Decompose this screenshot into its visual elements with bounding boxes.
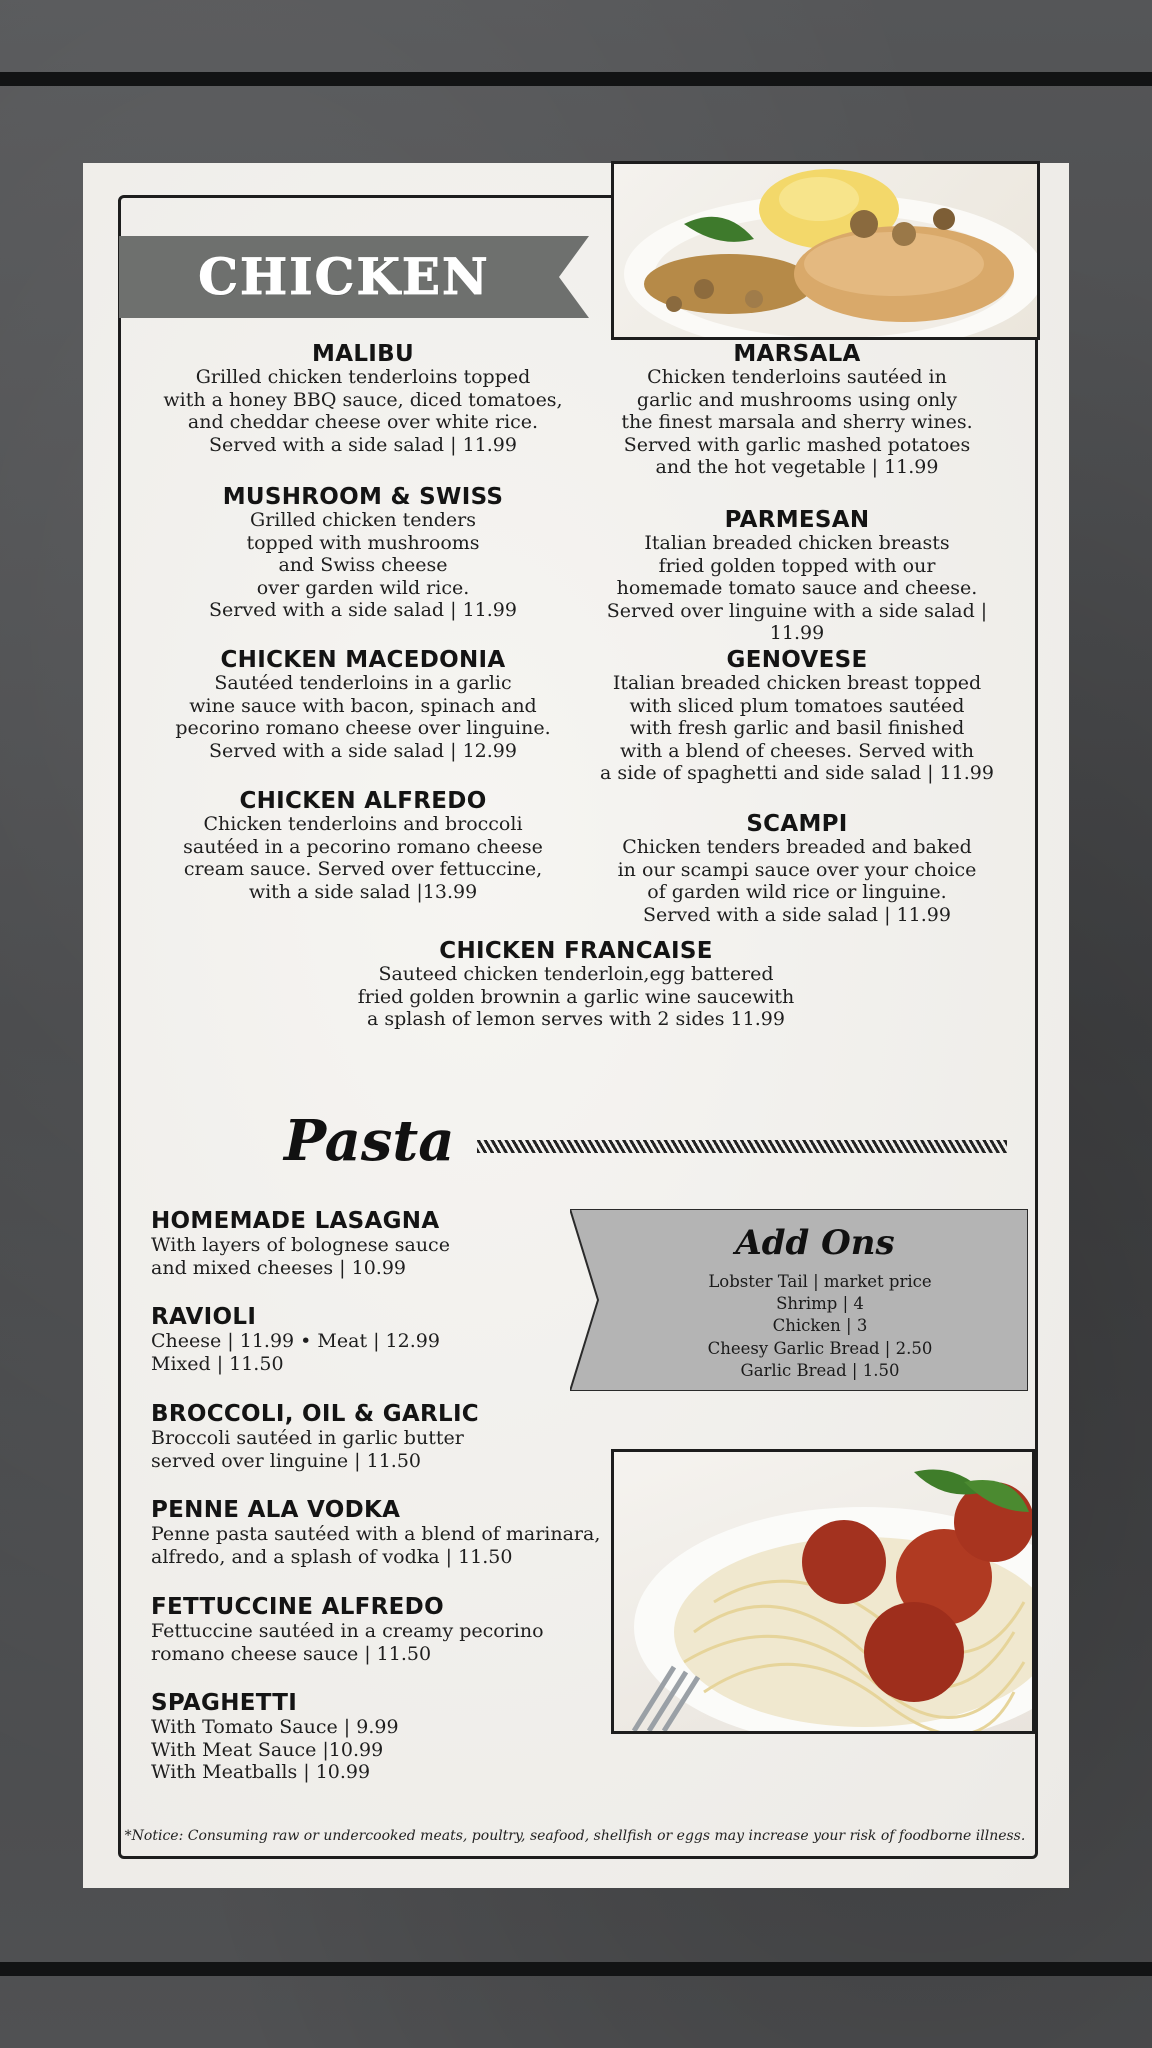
item-name: MALIBU (312, 341, 414, 367)
item-name: SPAGHETTI (151, 1690, 298, 1716)
pasta-section-title: Pasta (284, 1108, 455, 1174)
menu-item (163, 789, 563, 903)
menu-item (577, 508, 1017, 645)
pasta-dish-image (614, 1452, 1032, 1731)
item-description: Italian breaded chicken breasts fried golden topped with our homemade tomato sauce and cheese. Served over linguine with a side salad | 11.99 (606, 532, 988, 644)
add-on-item: Chicken | 3 (772, 1316, 868, 1336)
item-name: MUSHROOM & SWISS (222, 484, 504, 510)
add-on-item: Cheesy Garlic Bread | 2.50 (707, 1338, 933, 1358)
item-name: CHICKEN ALFREDO (239, 788, 487, 814)
item-description: With Tomato Sauce | 9.99 With Meat Sauce |10.99 With Meatballs | 10.99 (151, 1716, 399, 1783)
add-ons-box (570, 1209, 1028, 1391)
item-description: Grilled chicken tenders topped with mushrooms and Swiss cheese over garden wild rice. Served with a side salad | 11.99 (209, 509, 517, 621)
menu-item (577, 812, 1017, 926)
item-description: Cheese | 11.99 • Meat | 12.99 Mixed | 11.50 (151, 1330, 440, 1375)
item-name: PARMESAN (724, 507, 870, 533)
menu-item (163, 648, 563, 762)
menu-item (577, 342, 1017, 479)
menu-item (577, 648, 1017, 785)
chicken-marsala-photo (611, 161, 1040, 340)
menu-item (151, 1209, 450, 1279)
item-name: RAVIOLI (151, 1304, 257, 1330)
item-description: Penne pasta sautéed with a blend of marinara, alfredo, and a splash of vodka | 11.50 (151, 1523, 601, 1568)
item-name: GENOVESE (726, 647, 868, 673)
chicken-section-title: CHICKEN (198, 247, 490, 306)
item-description: Sauteed chicken tenderloin,egg battered fried golden brownin a garlic wine saucewith a splash of lemon serves with 2 sides 11.99 (357, 963, 795, 1030)
item-name: MARSALA (733, 341, 861, 367)
menu-item (151, 1498, 600, 1568)
item-description: Chicken tenders breaded and baked in our scampi sauce over your choice of garden wild rice or linguine. Served with a side salad | 11.99 (617, 836, 977, 926)
bottom-dark-band (0, 1962, 1152, 1976)
chicken-banner (119, 236, 589, 318)
item-description: With layers of bolognese sauce and mixed cheeses | 10.99 (151, 1234, 450, 1279)
menu-item (151, 1691, 399, 1784)
item-description: Italian breaded chicken breast topped with sliced plum tomatoes sautéed with fresh garlic and basil finished with a blend of cheeses. Served with a side of spaghetti and side salad | 11.99 (600, 672, 994, 784)
item-description: Sautéed tenderloins in a garlic wine sauce with bacon, spinach and pecorino romano cheese over linguine. Served with a side salad | 12.99 (175, 672, 551, 762)
hatched-divider (477, 1140, 1007, 1153)
menu-item (326, 939, 826, 1031)
menu-item (163, 485, 563, 622)
menu-item (151, 1402, 479, 1472)
chicken-dish-image (614, 164, 1037, 337)
item-name: HOMEMADE LASAGNA (151, 1208, 440, 1234)
item-name: SCAMPI (746, 811, 848, 837)
item-description: Chicken tenderloins sautéed in garlic and mushrooms using only the finest marsala and sherry wines. Served with garlic mashed potatoes and the hot vegetable | 11.99 (621, 366, 973, 478)
add-ons-list (600, 1271, 1040, 1382)
menu-item (163, 342, 563, 456)
item-name: PENNE ALA VODKA (151, 1497, 401, 1523)
item-name: FETTUCCINE ALFREDO (151, 1594, 444, 1620)
item-description: Chicken tenderloins and broccoli sautéed in a pecorino romano cheese cream sauce. Served over fettuccine, with a side salad |13.99 (183, 813, 543, 903)
add-ons-title: Add Ons (735, 1223, 895, 1263)
spaghetti-meatballs-photo (611, 1449, 1035, 1734)
menu-item (151, 1305, 440, 1375)
item-description: Fettuccine sautéed in a creamy pecorino romano cheese sauce | 11.50 (151, 1620, 544, 1665)
add-on-item: Lobster Tail | market price (708, 1272, 932, 1291)
menu-item (151, 1595, 544, 1665)
item-description: Grilled chicken tenderloins topped with a honey BBQ sauce, diced tomatoes, and cheddar cheese over white rice. Served with a side salad | 11.99 (163, 366, 563, 456)
top-dark-band (0, 72, 1152, 86)
item-name: CHICKEN MACEDONIA (220, 647, 506, 673)
add-on-item: Shrimp | 4 (776, 1294, 864, 1314)
item-description: Broccoli sautéed in garlic butter served over linguine | 11.50 (151, 1427, 464, 1472)
add-on-item: Garlic Bread | 1.50 (740, 1360, 900, 1380)
item-name: BROCCOLI, OIL & GARLIC (151, 1401, 479, 1427)
food-safety-notice: *Notice: Consuming raw or undercooked meats, poultry, seafood, shellfish or eggs may increase your risk of foodborne illness. (124, 1828, 1026, 1844)
item-name: CHICKEN FRANCAISE (439, 938, 713, 964)
